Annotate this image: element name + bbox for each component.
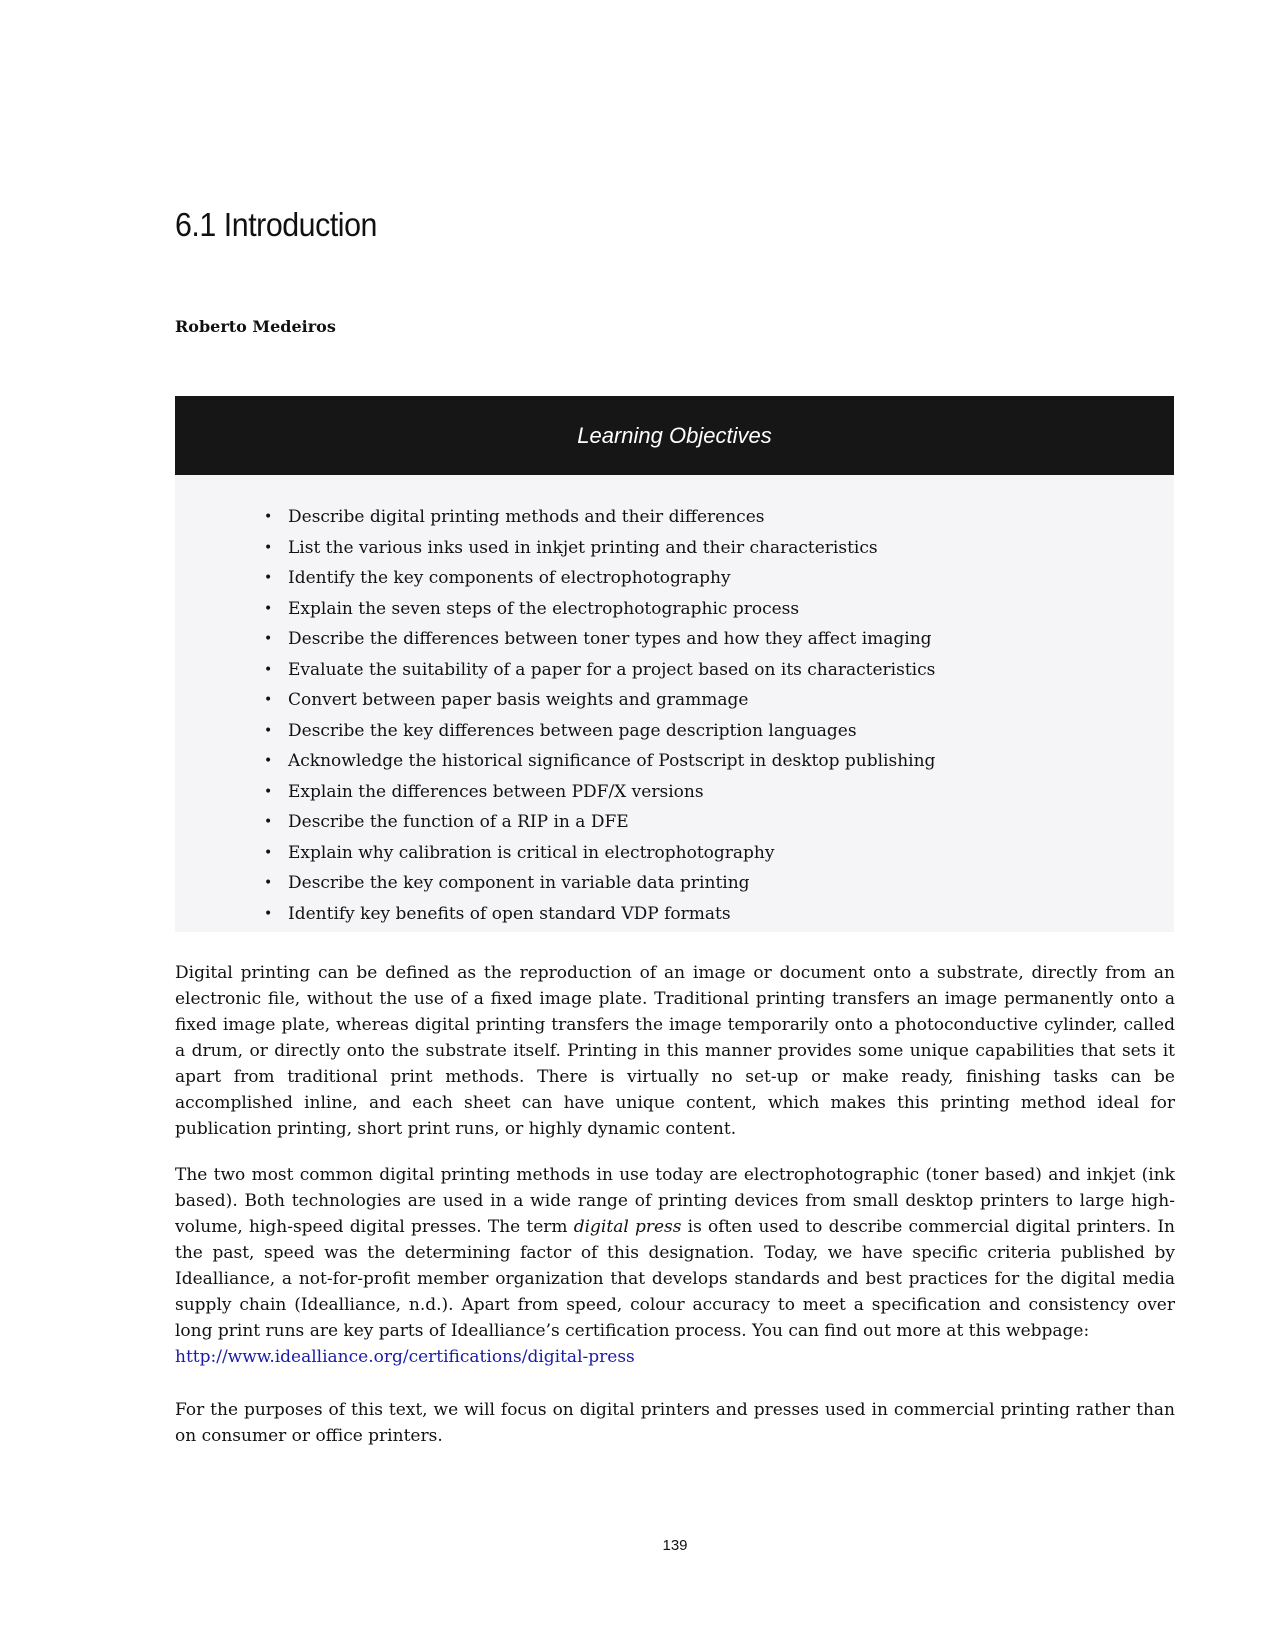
learning-objective-item xyxy=(264,624,1174,655)
learning-objective-item xyxy=(264,685,1174,716)
paragraph-2-text-end: is often used to describe commercial digital printers. In the past, speed was the determining factor of this designation. Today, we have specific criteria published by Idealliance, a not-for-profit member organization that develops standards and best practices for the digital media supply chain (Idealliance, n.d.). Apart from speed, colour accuracy to meet a specification and consistency over long print runs are key parts of Idealliance’s certification process. You can find out more at this webpage: xyxy=(175,1217,1175,1341)
body-paragraph-3: For the purposes of this text, we will focus on digital printers and presses used in commercial printing rather than on consumer or office printers. xyxy=(175,1400,1175,1446)
body-paragraph-1: Digital printing can be defined as the reproduction of an image or document onto a substrate, directly from an electronic file, without the use of a fixed image plate. Traditional printing transfers an image permanently onto a fixed image plate, whereas digital printing transfers the image temporarily onto a photoconductive cylinder, called a drum, or directly onto the substrate itself. Printing in this manner provides some unique capabilities that sets it apart from traditional print methods. There is virtually no set-up or make ready, finishing tasks can be accomplished inline, and each sheet can have unique content, which makes this printing method ideal for publication printing, short print runs, or highly dynamic content. xyxy=(175,963,1175,1139)
learning-objective-item xyxy=(264,868,1174,899)
learning-objective-item xyxy=(264,655,1174,686)
paragraph-2-text-start: The two most common digital printing methods in use today are electrophotographic (toner based) and inkjet (ink based). Both technologies are used in a wide range of printing devices from small desktop printers to large high-volume, high-speed digital presses. The term xyxy=(175,1165,1175,1237)
learning-objective-text: Evaluate the suitability of a paper for a project based on its characteristics xyxy=(288,659,936,680)
learning-objective-text: Explain the differences between PDF/X versions xyxy=(288,781,704,802)
learning-objectives-header: Learning Objectives xyxy=(175,396,1174,475)
bullet-icon: • xyxy=(264,661,273,678)
learning-objective-text: Explain the seven steps of the electrophotographic process xyxy=(288,598,800,619)
learning-objective-item xyxy=(264,746,1174,777)
learning-objective-item xyxy=(264,777,1174,808)
bullet-icon: • xyxy=(264,844,273,861)
learning-objective-text: Explain why calibration is critical in electrophotography xyxy=(288,842,775,863)
learning-objective-text: Identify the key components of electrophotography xyxy=(288,568,731,588)
bullet-icon: • xyxy=(264,875,273,891)
learning-objective-text: Describe the key component in variable data printing xyxy=(288,873,750,893)
bullet-icon: • xyxy=(264,905,273,922)
learning-objective-item xyxy=(264,563,1174,594)
learning-objective-text: Acknowledge the historical significance of Postscript in desktop publishing xyxy=(288,751,936,771)
learning-objectives-list xyxy=(175,475,1174,929)
chapter-title: 6.1 Introduction xyxy=(175,206,377,243)
bullet-icon: • xyxy=(264,539,273,556)
learning-objective-text: Describe the key differences between page description languages xyxy=(288,720,857,741)
bullet-icon: • xyxy=(264,600,273,617)
bullet-icon: • xyxy=(264,814,273,830)
body-paragraph-2 xyxy=(175,1162,1175,1370)
bullet-icon: • xyxy=(264,692,273,708)
page-number: 139 xyxy=(662,1537,688,1554)
author-name: Roberto Medeiros xyxy=(175,317,336,336)
bullet-icon: • xyxy=(264,783,273,800)
learning-objective-item xyxy=(264,716,1174,747)
learning-objective-text: Identify key benefits of open standard VDP formats xyxy=(288,903,731,924)
learning-objective-text: List the various inks used in inkjet printing and their characteristics xyxy=(288,537,878,558)
digital-press-term: digital press xyxy=(573,1217,682,1237)
learning-objective-item xyxy=(264,899,1174,930)
learning-objective-item xyxy=(264,807,1174,838)
learning-objective-item xyxy=(264,838,1174,869)
learning-objective-text: Describe the differences between toner types and how they affect imaging xyxy=(288,629,932,649)
bullet-icon: • xyxy=(264,631,273,647)
bullet-icon: • xyxy=(264,570,273,586)
digital-press-link[interactable]: http://www.idealliance.org/certifications/digital-press xyxy=(175,1347,635,1367)
bullet-icon: • xyxy=(264,722,273,739)
learning-objective-text: Convert between paper basis weights and grammage xyxy=(288,690,749,710)
learning-objective-item xyxy=(264,502,1174,533)
learning-objective-item xyxy=(264,533,1174,564)
bullet-icon: • xyxy=(264,509,273,525)
bullet-icon: • xyxy=(264,753,273,769)
learning-objective-text: Describe the function of a RIP in a DFE xyxy=(288,812,629,832)
learning-objective-text: Describe digital printing methods and their differences xyxy=(288,507,765,527)
learning-objectives-box xyxy=(175,396,1174,932)
document-page xyxy=(175,0,1175,1650)
learning-objective-item xyxy=(264,594,1174,625)
